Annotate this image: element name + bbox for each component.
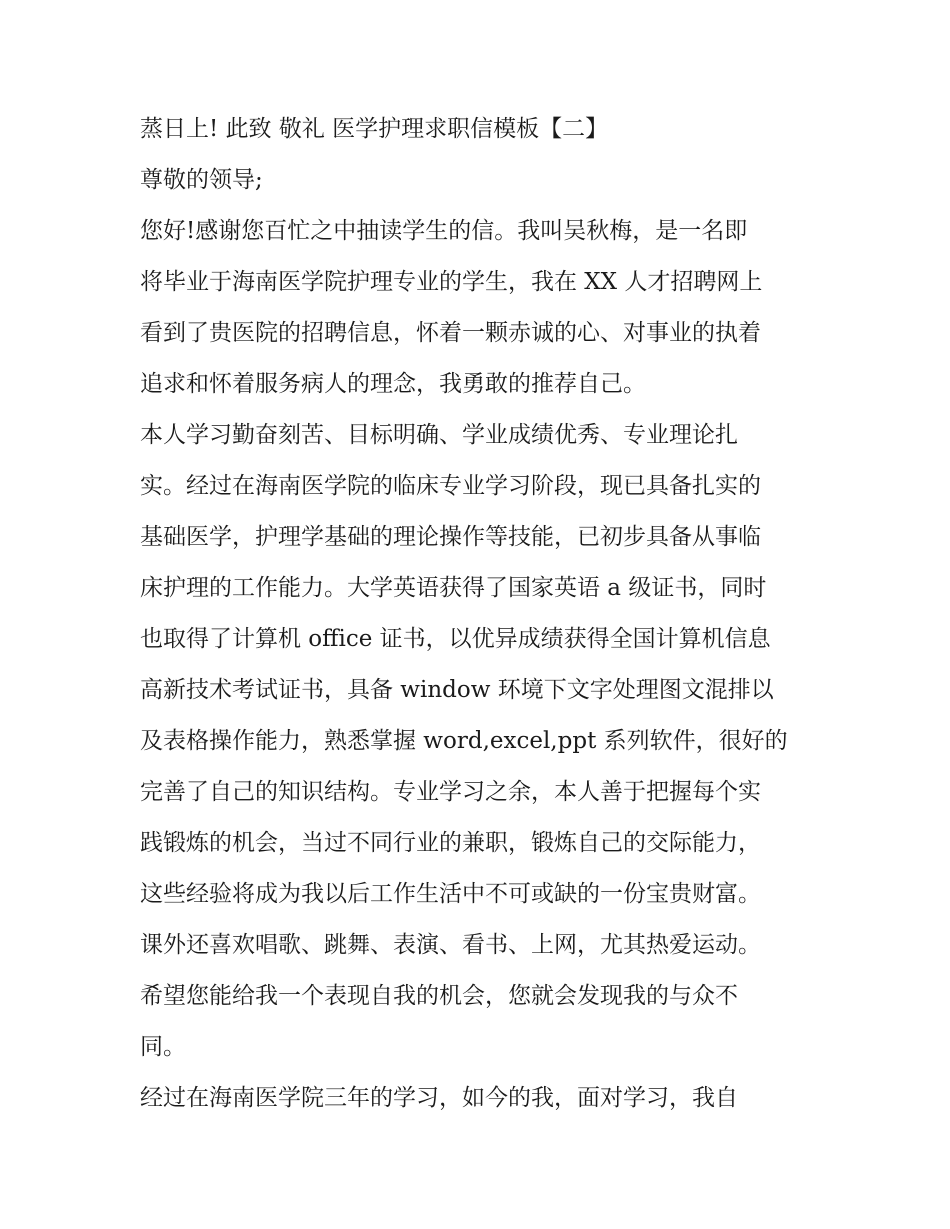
text-line: 您好!感谢您百忙之中抽读学生的信。我叫吴秋梅，是一名即 [140, 218, 748, 244]
text-line: 这些经验将成为我以后工作生活中不可或缺的一份宝贵财富。 [140, 881, 761, 907]
text-line: 高新技术考试证书，具备 window 环境下文字处理图文混排以 [140, 677, 774, 703]
text-line: 同。 [140, 1034, 186, 1060]
text-line: 希望您能给我一个表现自我的机会，您就会发现我的与众不 [140, 983, 738, 1009]
text-line: 将毕业于海南医学院护理专业的学生，我在 XX 人才招聘网上 [140, 269, 763, 295]
text-line: 床护理的工作能力。大学英语获得了国家英语 a 级证书，同时 [140, 575, 767, 601]
text-line: 及表格操作能力，熟悉掌握 word,excel,ppt 系列软件，很好的 [140, 728, 788, 754]
letter-body [140, 104, 830, 1124]
text-line: 经过在海南医学院三年的学习，如今的我，面对学习，我自 [140, 1085, 738, 1111]
text-line: 基础医学，护理学基础的理论操作等技能，已初步具备从事临 [140, 524, 761, 550]
text-line: 课外还喜欢唱歌、跳舞、表演、看书、上网，尤其热爱运动。 [140, 932, 761, 958]
text-line: 也取得了计算机 office 证书，以优异成绩获得全国计算机信息 [140, 626, 771, 652]
text-line: 完善了自己的知识结构。专业学习之余，本人善于把握每个实 [140, 779, 761, 805]
salutation-line: 尊敬的领导; [140, 167, 263, 193]
text-line: 蒸日上! 此致 敬礼 医学护理求职信模板【二】 [140, 116, 609, 142]
text-line: 践锻炼的机会，当过不同行业的兼职，锻炼自己的交际能力， [140, 830, 761, 856]
text-line: 追求和怀着服务病人的理念，我勇敢的推荐自己。 [140, 371, 646, 397]
text-line: 看到了贵医院的招聘信息，怀着一颗赤诚的心、对事业的执着 [140, 320, 761, 346]
text-line: 本人学习勤奋刻苦、目标明确、学业成绩优秀、专业理论扎 [140, 422, 738, 448]
text-line: 实。经过在海南医学院的临床专业学习阶段，现已具备扎实的 [140, 473, 761, 499]
